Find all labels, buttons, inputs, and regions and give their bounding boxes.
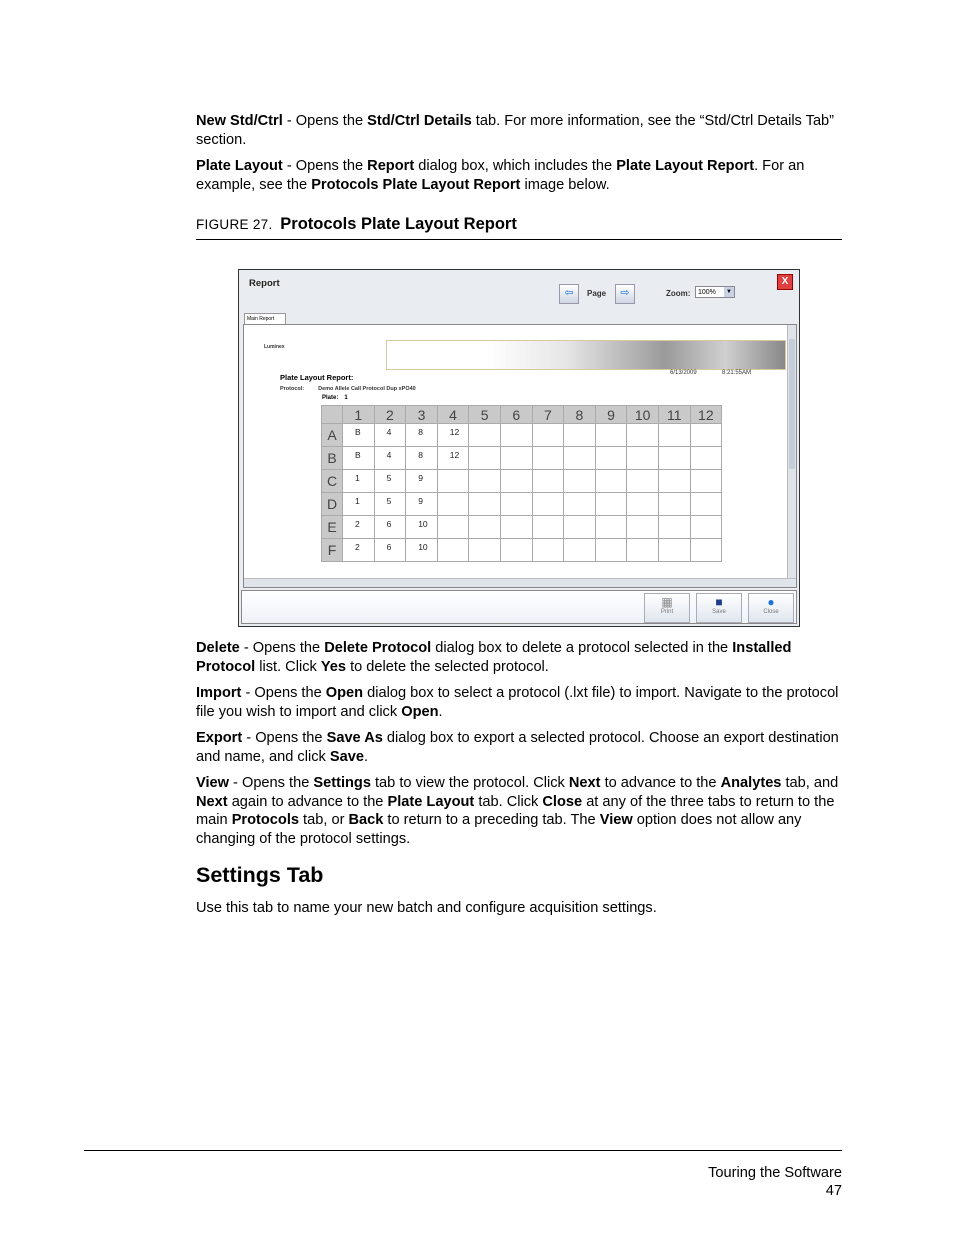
plate-cell xyxy=(595,493,627,516)
plate-row-header: C xyxy=(322,470,343,493)
plate-cell xyxy=(627,539,659,562)
plate-cell xyxy=(437,470,469,493)
protocol-value: Demo Allele Call Protocol Dup xPO40 xyxy=(318,386,416,392)
plate-cell xyxy=(500,447,532,470)
plate-cell xyxy=(564,424,596,447)
plate-column-header: 10 xyxy=(627,406,659,424)
text-segment: dialog box to delete a protocol selected in the xyxy=(431,640,733,656)
page-label: Page xyxy=(587,289,607,298)
plate-cell: 1 xyxy=(343,470,375,493)
paragraph-export xyxy=(196,729,842,766)
text-segment: Save xyxy=(329,748,364,765)
plate-cell: 2 xyxy=(343,516,375,539)
protocol-label: Protocol: xyxy=(280,386,305,392)
plate-cell xyxy=(564,447,596,470)
plate-cell xyxy=(500,424,532,447)
plate-cell xyxy=(532,493,564,516)
text-segment: Next xyxy=(568,775,601,791)
footer-rule xyxy=(84,1150,842,1151)
plate-row-header: D xyxy=(322,493,343,516)
plate-cell xyxy=(532,424,564,447)
plate-cell: 4 xyxy=(374,424,406,447)
plate-cell xyxy=(658,493,690,516)
plate-corner xyxy=(322,406,343,424)
text-segment: tab, or xyxy=(299,812,349,829)
plate-cell: 9 xyxy=(406,470,438,493)
text-segment: dialog box, which includes the xyxy=(414,158,617,174)
print-label: Print xyxy=(660,609,674,615)
report-dialog-screenshot xyxy=(238,269,800,627)
section-heading: Settings Tab xyxy=(196,863,324,887)
horizontal-scrollbar[interactable] xyxy=(244,578,796,587)
plate-cell xyxy=(500,493,532,516)
plate-row-header: E xyxy=(322,516,343,539)
text-segment: tab to view the protocol. Click xyxy=(370,775,569,791)
plate-cell xyxy=(627,470,659,493)
text-segment: list. Click xyxy=(255,658,321,675)
plate-column-header: 2 xyxy=(374,406,406,424)
text-segment: dialog box to export a selected protocol. Choose an export destination and name, and click xyxy=(196,730,839,765)
paragraph-import xyxy=(196,684,842,721)
close-circle-icon: ● xyxy=(767,595,775,609)
text-segment: tab, and xyxy=(781,775,839,791)
floppy-disk-icon: ■ xyxy=(715,595,723,609)
plate-row xyxy=(322,539,722,562)
plate-cell: 6 xyxy=(374,539,406,562)
plate-row xyxy=(322,493,722,516)
plate-cell xyxy=(627,493,659,516)
plate-cell xyxy=(564,493,596,516)
plate-cell xyxy=(658,516,690,539)
plate-cell xyxy=(500,539,532,562)
protocol-line xyxy=(280,386,416,392)
plate-column-header: 4 xyxy=(437,406,469,424)
report-banner xyxy=(386,340,786,370)
plate-column-header: 6 xyxy=(500,406,532,424)
plate-cell xyxy=(690,539,722,562)
plate-cell xyxy=(627,447,659,470)
plate-cell: 1 xyxy=(343,493,375,516)
paragraph-view xyxy=(196,774,842,848)
text-segment: Analytes xyxy=(720,775,782,791)
plate-cell xyxy=(564,470,596,493)
report-date: 6/13/2009 xyxy=(670,370,697,376)
plate-cell xyxy=(595,470,627,493)
plate-cell xyxy=(469,424,501,447)
zoom-label: Zoom: xyxy=(666,289,691,298)
footer-chapter: Touring the Software xyxy=(708,1165,842,1181)
text-segment: dialog box to select a protocol (.lxt file) to import. Navigate to the protocol file you wish to import and click xyxy=(196,685,839,720)
plate-cell xyxy=(658,447,690,470)
plate-cell: 9 xyxy=(406,493,438,516)
text-segment: - Opens the xyxy=(239,640,325,656)
text-segment: image below. xyxy=(520,176,610,193)
text-segment: Plate Layout xyxy=(387,793,475,810)
plate-cell xyxy=(595,447,627,470)
text-segment: Delete xyxy=(196,640,240,656)
text-segment: . xyxy=(438,703,443,720)
text-segment: Protocols xyxy=(231,812,299,829)
close-label: Close xyxy=(763,609,779,615)
report-viewer xyxy=(243,324,797,588)
plate-cell: B xyxy=(343,447,375,470)
report-time: 8:21:55AM xyxy=(722,370,752,376)
plate-layout-table xyxy=(321,405,722,562)
text-segment: Back xyxy=(348,812,384,829)
report-title: Plate Layout Report: xyxy=(280,373,354,382)
figure-caption xyxy=(196,215,842,240)
text-segment: at any of the three tabs to return to the main xyxy=(196,793,835,829)
plate-cell: 12 xyxy=(437,424,469,447)
text-segment: to return to a preceding tab. The xyxy=(383,812,600,829)
plate-cell xyxy=(690,447,722,470)
text-segment: to delete the selected protocol. xyxy=(346,658,549,675)
plate-cell: 10 xyxy=(406,516,438,539)
text-segment: Plate Layout Report xyxy=(616,158,755,174)
text-segment: Export xyxy=(196,730,243,746)
plate-row-header: F xyxy=(322,539,343,562)
scroll-thumb[interactable] xyxy=(789,339,795,469)
vertical-scrollbar[interactable] xyxy=(787,325,796,587)
close-icon[interactable]: X xyxy=(777,274,793,290)
text-segment: Protocols Plate Layout Report xyxy=(311,176,521,193)
plate-row xyxy=(322,516,722,539)
text-segment: . For an example, see the xyxy=(196,158,805,193)
plate-cell xyxy=(532,516,564,539)
plate-cell: 10 xyxy=(406,539,438,562)
text-segment: New Std/Ctrl xyxy=(196,113,283,129)
text-segment: Settings xyxy=(313,775,371,791)
prev-page-icon[interactable]: ⇦ xyxy=(559,284,579,304)
plate-header-row xyxy=(322,406,722,424)
text-segment: Import xyxy=(196,685,242,701)
dialog-toolbar xyxy=(241,590,797,624)
figure-title: Protocols Plate Layout Report xyxy=(280,215,517,233)
text-segment: option does not allow any changing of the protocol settings. xyxy=(196,812,802,847)
text-segment: to advance to the xyxy=(600,775,721,791)
plate-cell: 5 xyxy=(374,493,406,516)
plate-cell xyxy=(690,493,722,516)
text-segment: Delete Protocol xyxy=(324,640,432,656)
plate-cell xyxy=(564,539,596,562)
page-number: 47 xyxy=(825,1183,842,1199)
paragraph-new-std-ctrl xyxy=(196,112,842,149)
plate-cell xyxy=(437,493,469,516)
paragraph-plate-layout xyxy=(196,157,842,194)
printer-icon: ▦ xyxy=(661,595,673,609)
plate-cell xyxy=(595,539,627,562)
plate-row xyxy=(322,424,722,447)
plate-cell xyxy=(690,470,722,493)
plate-cell xyxy=(658,424,690,447)
plate-line xyxy=(322,395,348,401)
save-button[interactable] xyxy=(696,593,742,623)
plate-cell xyxy=(437,539,469,562)
plate-cell: 12 xyxy=(437,447,469,470)
plate-column-header: 1 xyxy=(343,406,375,424)
plate-cell xyxy=(500,470,532,493)
plate-cell xyxy=(627,424,659,447)
tab-main-report[interactable]: Main Report xyxy=(244,313,286,325)
zoom-value: 100% xyxy=(698,289,716,296)
plate-cell: B xyxy=(343,424,375,447)
plate-cell xyxy=(532,539,564,562)
plate-cell xyxy=(690,516,722,539)
plate-cell xyxy=(658,470,690,493)
plate-cell xyxy=(437,516,469,539)
text-segment: . xyxy=(363,748,369,765)
text-segment: tab. Click xyxy=(474,793,543,810)
plate-column-header: 9 xyxy=(595,406,627,424)
paragraph-delete xyxy=(196,639,842,676)
plate-cell xyxy=(595,516,627,539)
zoom-select[interactable] xyxy=(695,286,735,298)
text-segment: Installed Protocol xyxy=(196,640,792,675)
text-segment: - Opens the xyxy=(241,685,326,701)
plate-column-header: 5 xyxy=(469,406,501,424)
plate-cell: 8 xyxy=(406,447,438,470)
plate-column-header: 3 xyxy=(406,406,438,424)
plate-cell xyxy=(595,424,627,447)
plate-value: 1 xyxy=(344,395,348,401)
plate-row xyxy=(322,470,722,493)
plate-column-header: 8 xyxy=(564,406,596,424)
plate-cell xyxy=(500,516,532,539)
text-segment: View xyxy=(196,775,229,791)
page-footer xyxy=(708,1164,842,1200)
plate-cell: 5 xyxy=(374,470,406,493)
next-page-icon[interactable]: ⇨ xyxy=(615,284,635,304)
text-segment: - Opens the xyxy=(282,158,368,174)
close-button[interactable] xyxy=(748,593,794,623)
plate-cell xyxy=(469,447,501,470)
plate-cell: 4 xyxy=(374,447,406,470)
plate-cell xyxy=(469,493,501,516)
print-button[interactable] xyxy=(644,593,690,623)
plate-cell xyxy=(690,424,722,447)
plate-cell xyxy=(469,516,501,539)
plate-cell xyxy=(469,470,501,493)
text-segment: - Opens the xyxy=(242,730,327,746)
text-segment: Report xyxy=(367,158,415,174)
plate-label: Plate: xyxy=(322,395,339,401)
report-window-title: Report xyxy=(249,278,280,289)
text-segment: Save As xyxy=(326,730,383,746)
text-segment: Close xyxy=(542,793,583,810)
plate-cell xyxy=(658,539,690,562)
plate-cell xyxy=(627,516,659,539)
plate-cell xyxy=(469,539,501,562)
text-segment: Next xyxy=(196,793,228,810)
text-segment: - Opens the xyxy=(229,775,314,791)
plate-cell: 6 xyxy=(374,516,406,539)
text-segment: Open xyxy=(401,703,439,720)
text-segment: Std/Ctrl Details xyxy=(367,113,472,129)
text-segment: Yes xyxy=(320,658,347,675)
plate-row xyxy=(322,447,722,470)
text-segment: View xyxy=(599,812,633,829)
section-body: Use this tab to name your new batch and configure acquisition settings. xyxy=(196,900,657,916)
plate-cell: 8 xyxy=(406,424,438,447)
text-segment: again to advance to the xyxy=(227,793,388,810)
figure-label: FIGURE 27. xyxy=(196,217,273,232)
plate-cell: 2 xyxy=(343,539,375,562)
plate-row-header: A xyxy=(322,424,343,447)
plate-column-header: 11 xyxy=(658,406,690,424)
text-segment: Plate Layout xyxy=(196,158,283,174)
plate-column-header: 7 xyxy=(532,406,564,424)
plate-cell xyxy=(564,516,596,539)
text-segment: tab. For more information, see the “Std/Ctrl Details Tab” section. xyxy=(196,113,835,148)
plate-column-header: 12 xyxy=(690,406,722,424)
chevron-down-icon: ▼ xyxy=(724,287,734,297)
save-label: Save xyxy=(712,609,726,615)
text-segment: - Opens the xyxy=(282,113,368,129)
plate-row-header: B xyxy=(322,447,343,470)
plate-cell xyxy=(532,447,564,470)
brand-logo: Luminex xyxy=(264,344,285,350)
plate-cell xyxy=(532,470,564,493)
text-segment: Open xyxy=(325,685,364,701)
